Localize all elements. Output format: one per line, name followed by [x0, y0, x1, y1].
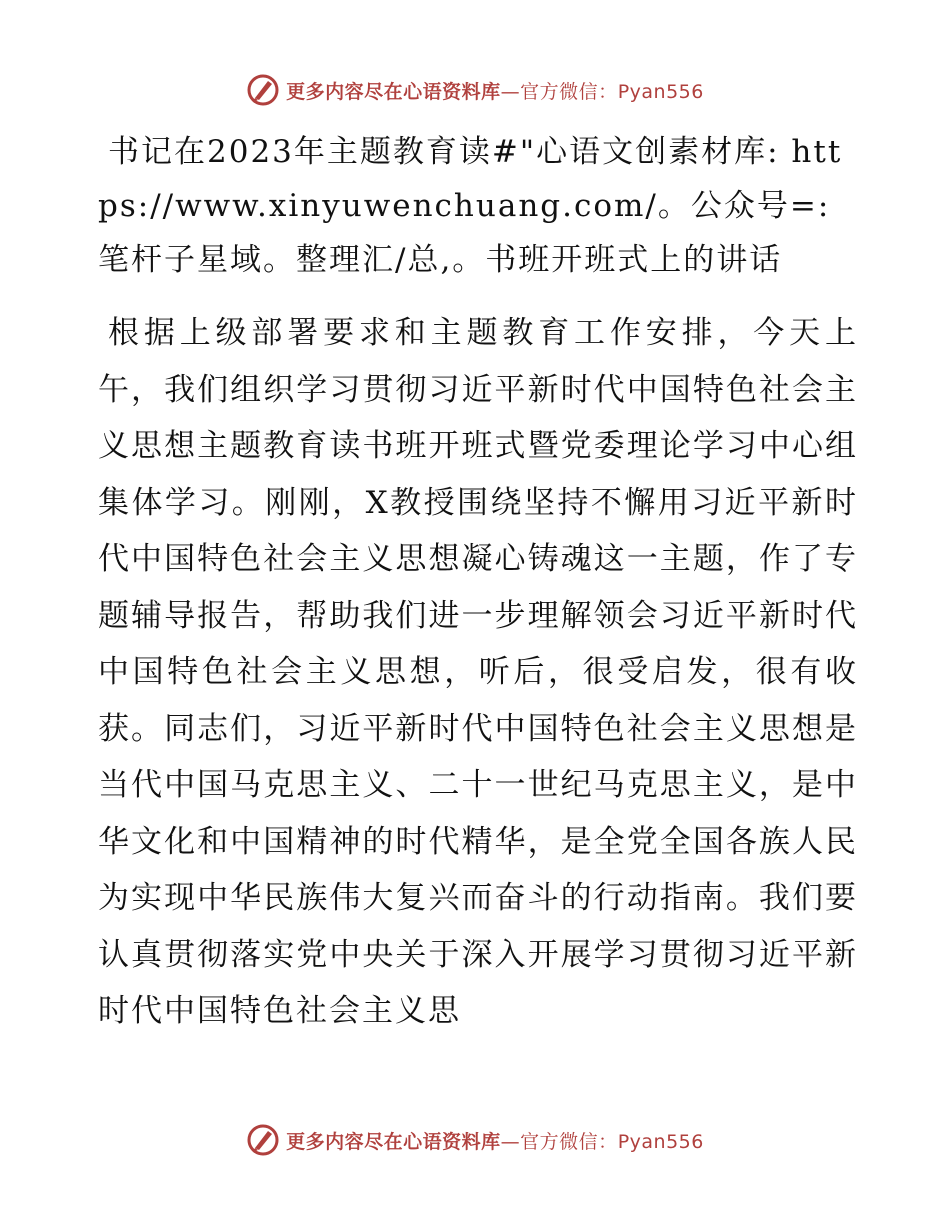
banner-contact-id: Pyan556	[617, 1130, 704, 1153]
footer-banner	[0, 1120, 950, 1160]
banner-separator: —	[500, 1130, 521, 1153]
banner-separator: —	[500, 80, 521, 103]
banner-text	[286, 1127, 704, 1154]
banner-contact-label: 官方微信：	[520, 1130, 618, 1153]
document-paragraph: 根据上级部署要求和主题教育工作安排，今天上午，我们组织学习贯彻习近平新时代中国特色社会主义思想主题教育读书班开班式暨党委理论学习中心组集体学习。刚刚，X教授围绕坚持不懈用习近平新时代中国特色社会主义思想凝心铸魂这一主题，作了专题辅导报告，帮助我们进一步理解领会习近平新时代中国特色社会主义思想，听后，很受启发，很有收获。同志们，习近平新时代中国特色社会主义思想是当代中国马克思主义、二十一世纪马克思主义，是中华文化和中国精神的时代精华，是全党全国各族人民为实现中华民族伟大复兴而奋斗的行动指南。我们要认真贯彻落实党中央关于深入开展学习贯彻习近平新时代中国特色社会主义思	[98, 315, 858, 1029]
banner-brand: 更多内容尽在心语资料库	[286, 80, 501, 103]
banner-brand: 更多内容尽在心语资料库	[286, 1130, 501, 1153]
quill-emblem-icon	[246, 1123, 280, 1157]
document-title: 书记在2023年主题教育读#"心语文创素材库: https://www.xinyuwenchuang.com/。公众号=: 笔杆子星域。整理汇/总,。书班开班式上的讲话	[98, 134, 843, 278]
banner-text	[286, 77, 704, 104]
document-body	[98, 125, 858, 1040]
quill-emblem-icon	[246, 73, 280, 107]
banner-contact-label: 官方微信：	[520, 80, 618, 103]
header-banner	[0, 70, 950, 110]
banner-contact-id: Pyan556	[617, 80, 704, 103]
